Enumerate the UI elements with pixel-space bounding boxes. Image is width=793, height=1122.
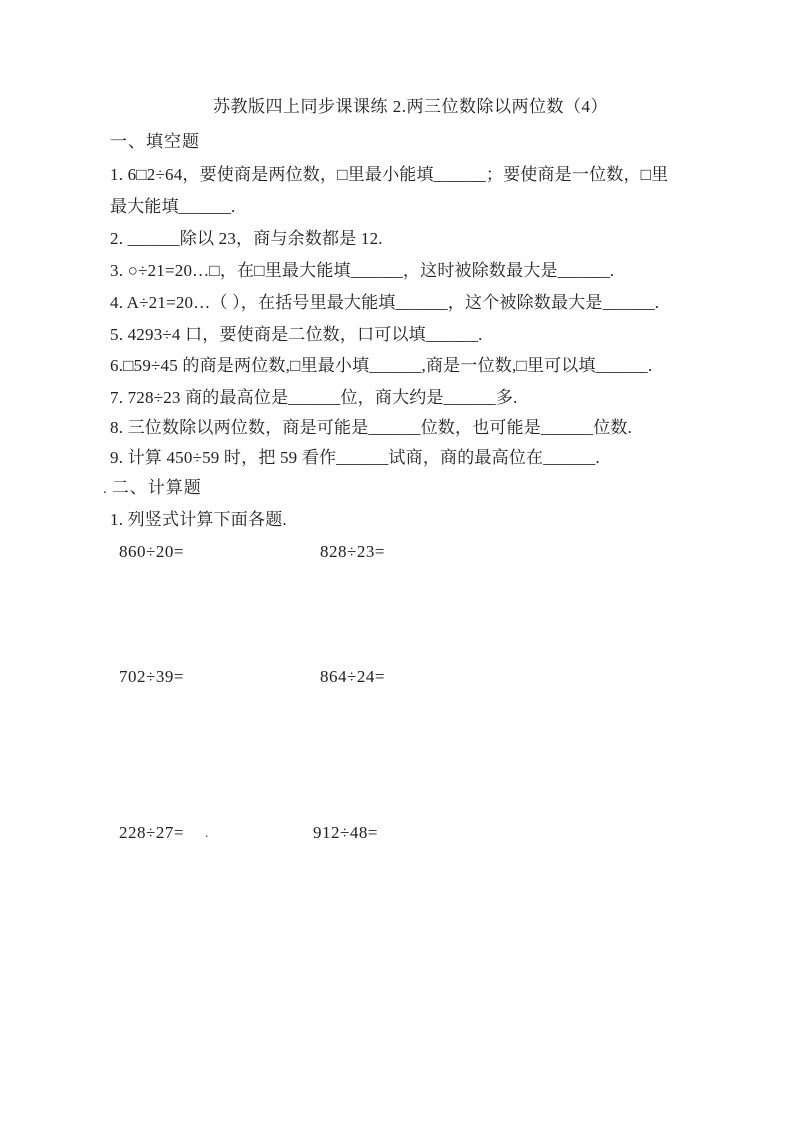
- equation-860-div-20: 860÷20=: [119, 542, 184, 561]
- page-title: 苏教版四上同步课课练 2.两三位数除以两位数（4）: [213, 97, 608, 116]
- stray-period-mark: .: [103, 481, 108, 497]
- fill-item-6: 6.□59÷45 的商是两位数,□里最小填______,商是一位数,□里可以填______.: [110, 356, 653, 375]
- fill-item-4: 4. A÷21=20…（ ），在括号里最大能填______，这个被除数最大是______.: [110, 293, 660, 312]
- equation-828-div-23: 828÷23=: [320, 542, 385, 561]
- fill-item-1-line-2: 最大能填______.: [110, 197, 236, 216]
- equation-912-div-48: 912÷48=: [313, 823, 378, 842]
- fill-item-2: 2. ______除以 23，商与余数都是 12.: [110, 229, 383, 248]
- section-heading-calculation: [103, 477, 202, 500]
- stray-dot-mark: .: [205, 826, 209, 841]
- fill-item-3: 3. ○÷21=20…□，在□里最大能填______，这时被除数最大是______.: [110, 261, 615, 280]
- equation-228-div-27: 228÷27=: [119, 823, 184, 842]
- fill-item-8: 8. 三位数除以两位数，商是可能是______位数，也可能是______位数.: [110, 418, 633, 437]
- fill-item-1-line-1: 1. 6□2÷64，要使商是两位数，□里最小能填______；要使商是一位数，□里: [110, 165, 669, 184]
- section-heading-fill-in: 一、填空题: [110, 132, 200, 151]
- fill-item-7: 7. 728÷23 商的最高位是______位，商大约是______多.: [110, 388, 518, 407]
- equation-864-div-24: 864÷24=: [320, 667, 385, 686]
- section-heading-calculation-label: 二、计算题: [111, 478, 202, 497]
- fill-item-5: 5. 4293÷4 口，要使商是二位数，口可以填______.: [110, 325, 483, 344]
- equation-702-div-39: 702÷39=: [119, 667, 184, 686]
- calc-instruction: 1. 列竖式计算下面各题.: [110, 510, 287, 529]
- fill-item-9: 9. 计算 450÷59 时，把 59 看作______试商，商的最高位在______.: [110, 448, 600, 467]
